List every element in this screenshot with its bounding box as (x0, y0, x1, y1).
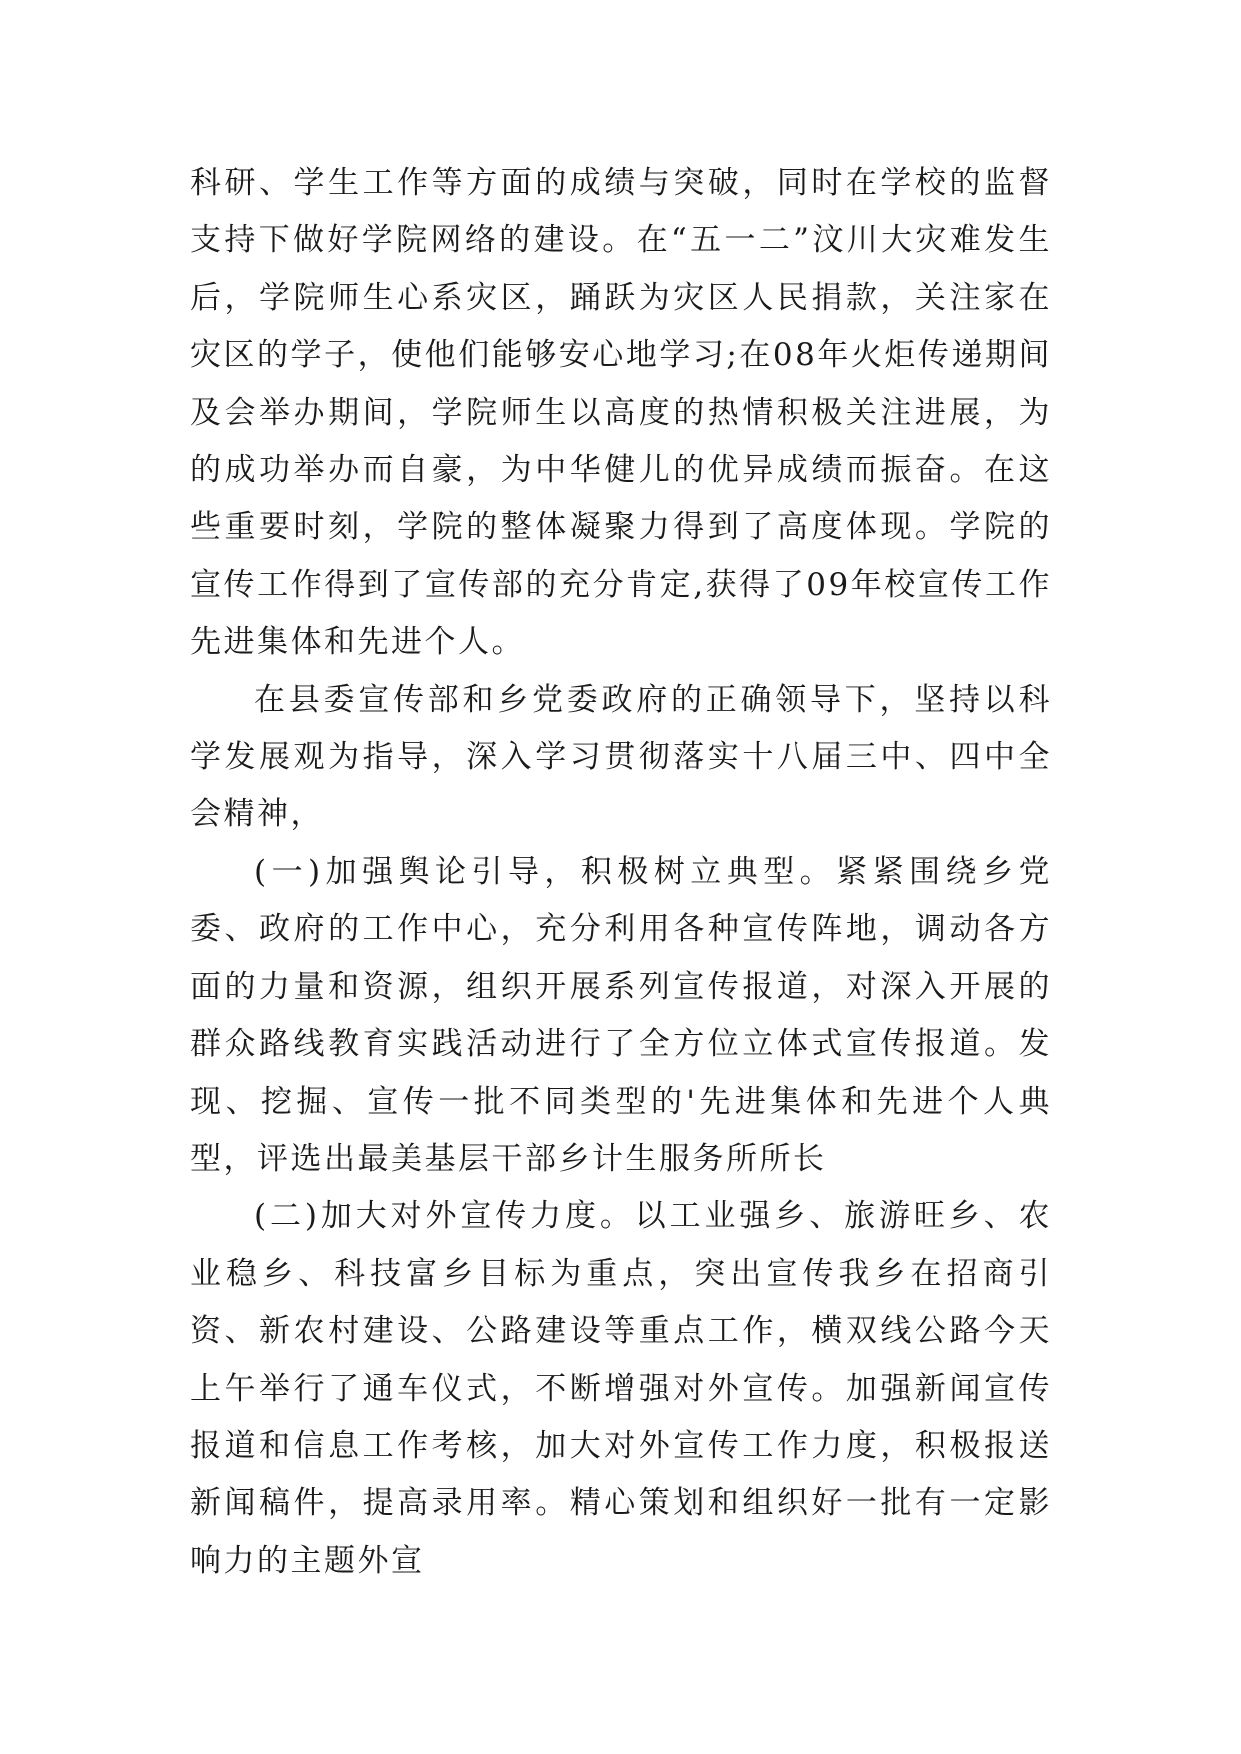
document-body (190, 155, 1052, 1590)
paragraph-4: (二)加大对外宣传力度。以工业强乡、旅游旺乡、农业稳乡、科技富乡目标为重点，突出宣传我乡在招商引资、新农村建设、公路建设等重点工作，横双线公路今天上午举行了通车仪式，不断增强对外宣传。加强新闻宣传报道和信息工作考核，加大对外宣传工作力度，积极报送新闻稿件，提高录用率。精心策划和组织好一批有一定影响力的主题外宣 (190, 1198, 1052, 1579)
paragraph-1: 科研、学生工作等方面的成绩与突破，同时在学校的监督支持下做好学院网络的建设。在“五一二”汶川大灾难发生后，学院师生心系灾区，踊跃为灾区人民捐款，关注家在灾区的学子，使他们能够安心地学习;在08年火炬传递期间及会举办期间，学院师生以高度的热情积极关注进展，为的成功举办而自豪，为中华健儿的优异成绩而振奋。在这些重要时刻，学院的整体凝聚力得到了高度体现。学院的宣传工作得到了宣传部的充分肯定,获得了09年校宣传工作先进集体和先进个人。 (190, 165, 1052, 661)
paragraph-3: (一)加强舆论引导，积极树立典型。紧紧围绕乡党委、政府的工作中心，充分利用各种宣传阵地，调动各方面的力量和资源，组织开展系列宣传报道，对深入开展的群众路线教育实践活动进行了全方位立体式宣传报道。发现、挖掘、宣传一批不同类型的'先进集体和先进个人典型，评选出最美基层干部乡计生服务所所长 (190, 853, 1052, 1177)
paragraph-2: 在县委宣传部和乡党委政府的正确领导下，坚持以科学发展观为指导，深入学习贯彻落实十八届三中、四中全会精神， (190, 681, 1052, 833)
